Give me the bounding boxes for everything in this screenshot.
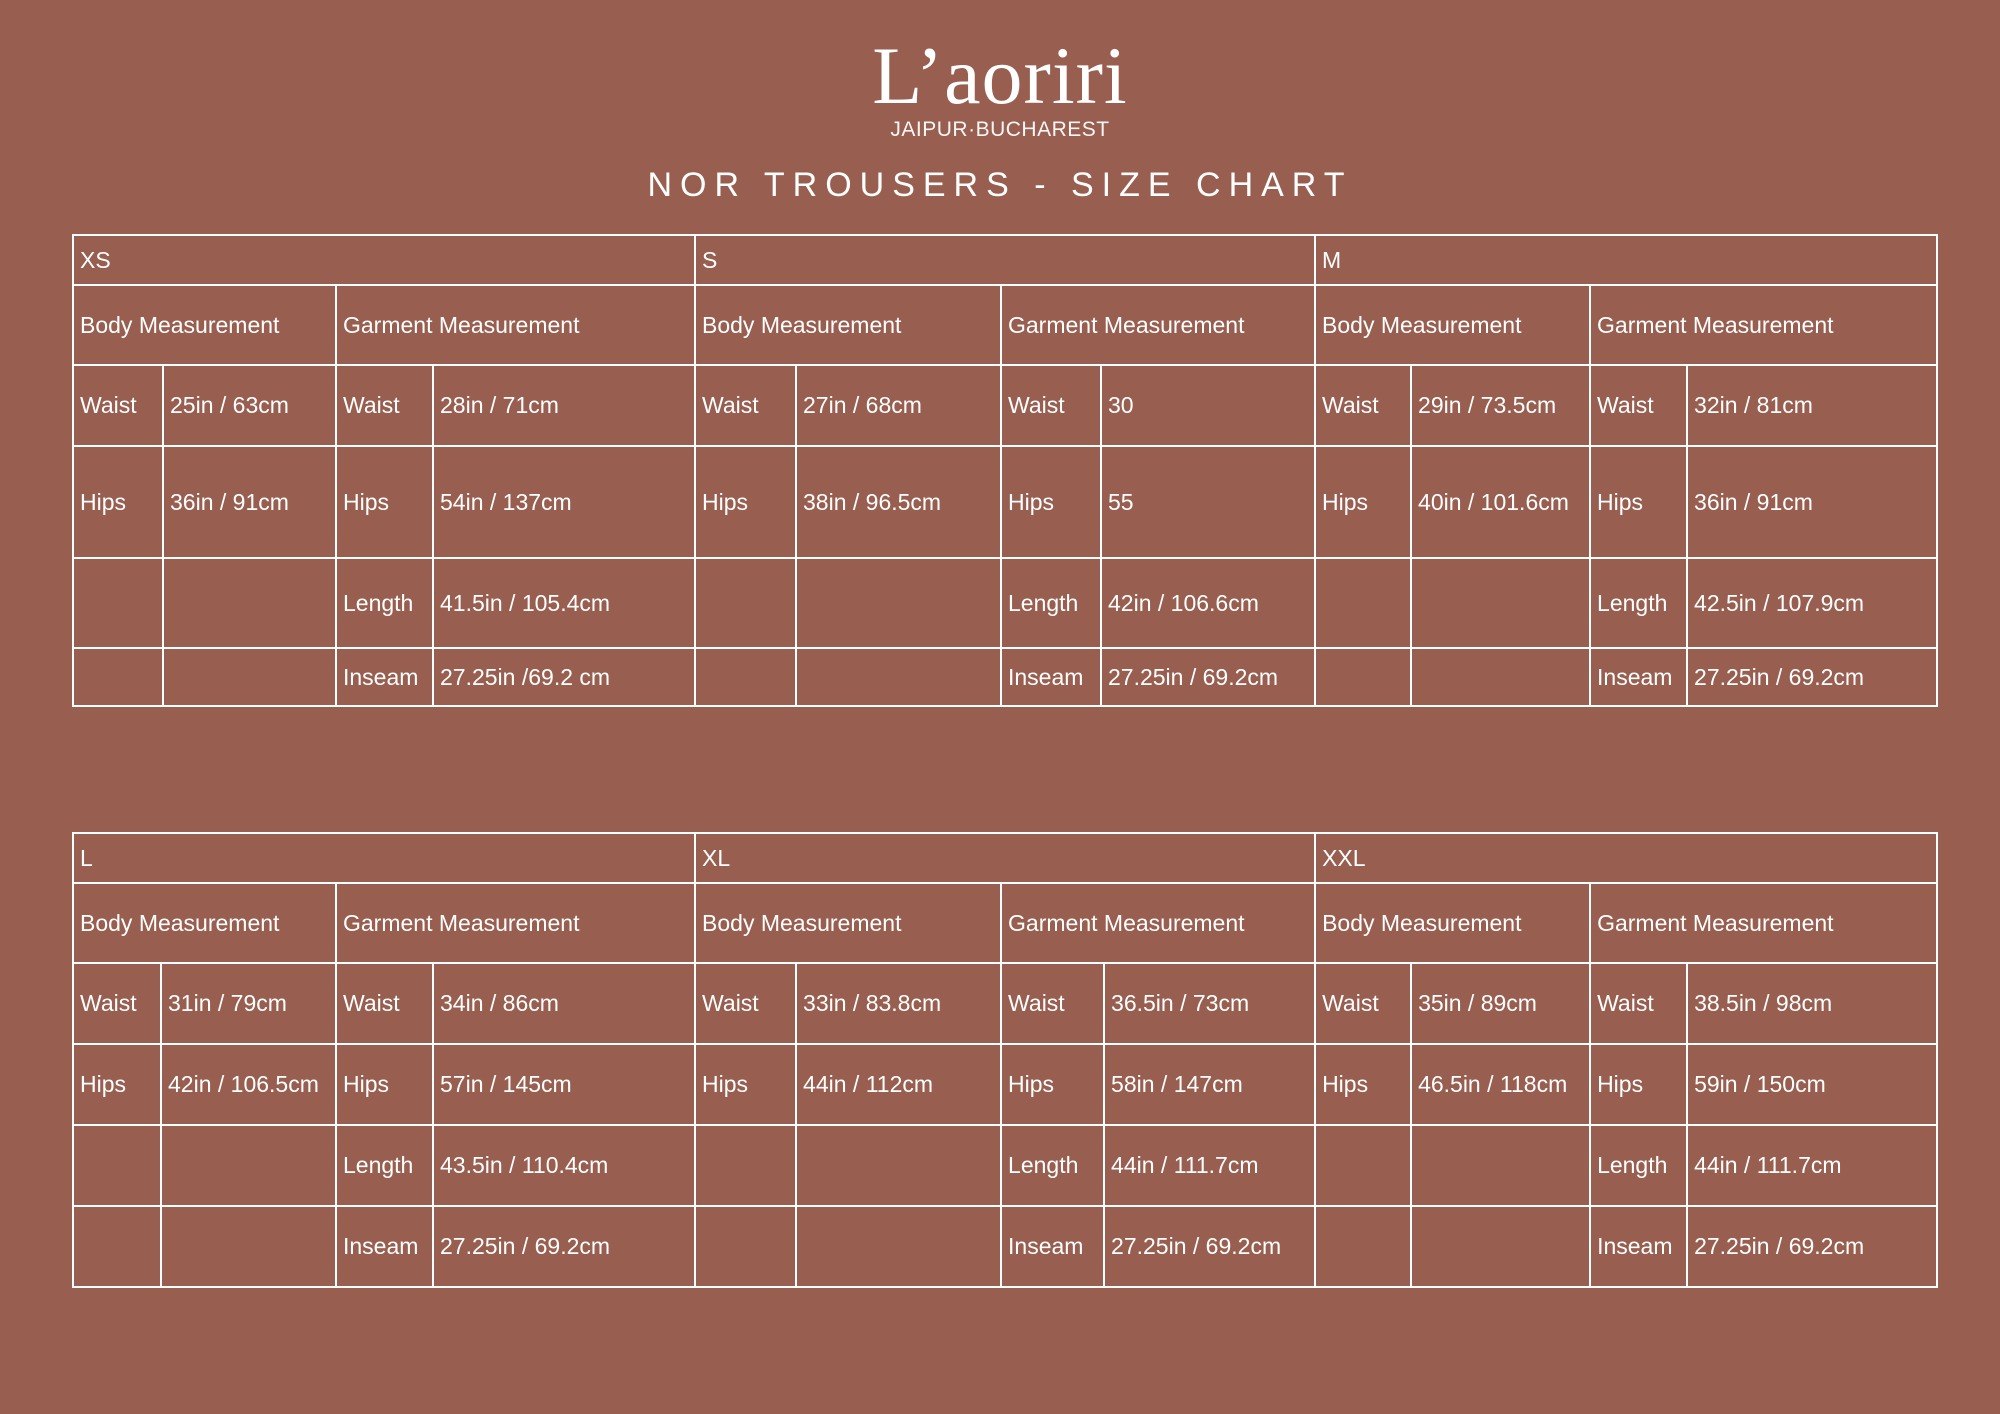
- body-measurement-header: Body Measurement: [1315, 285, 1590, 365]
- empty-cell: [1315, 648, 1411, 706]
- inseam-label: Inseam: [336, 1206, 433, 1287]
- hips-label: Hips: [695, 1044, 796, 1125]
- empty-cell: [796, 558, 1001, 648]
- body-measurement-header: Body Measurement: [695, 883, 1001, 963]
- garment-inseam-value: 27.25in / 69.2cm: [1101, 648, 1315, 706]
- body-measurement-header: Body Measurement: [73, 883, 336, 963]
- hips-row: [73, 1044, 1937, 1125]
- garment-inseam-value: 27.25in / 69.2cm: [1104, 1206, 1315, 1287]
- empty-cell: [161, 1206, 336, 1287]
- waist-label: Waist: [1590, 963, 1687, 1044]
- size-label: S: [695, 235, 1315, 285]
- garment-measurement-header: Garment Measurement: [336, 883, 695, 963]
- length-label: Length: [1590, 558, 1687, 648]
- garment-waist-value: 36.5in / 73cm: [1104, 963, 1315, 1044]
- empty-cell: [796, 1125, 1001, 1206]
- body-measurement-header: Body Measurement: [73, 285, 336, 365]
- size-label: XXL: [1315, 833, 1937, 883]
- waist-row: [73, 365, 1937, 446]
- empty-cell: [695, 1206, 796, 1287]
- garment-measurement-header: Garment Measurement: [336, 285, 695, 365]
- size-label: L: [73, 833, 695, 883]
- hips-label: Hips: [1001, 1044, 1104, 1125]
- waist-label: Waist: [336, 963, 433, 1044]
- empty-cell: [1411, 648, 1590, 706]
- body-measurement-header: Body Measurement: [695, 285, 1001, 365]
- garment-waist-value: 28in / 71cm: [433, 365, 695, 446]
- waist-label: Waist: [1315, 963, 1411, 1044]
- garment-inseam-value: 27.25in / 69.2cm: [433, 1206, 695, 1287]
- garment-measurement-header: Garment Measurement: [1001, 285, 1315, 365]
- length-label: Length: [1001, 558, 1101, 648]
- empty-cell: [73, 1125, 161, 1206]
- length-label: Length: [336, 1125, 433, 1206]
- page-title: NOR TROUSERS - SIZE CHART: [647, 166, 1353, 204]
- inseam-label: Inseam: [1001, 1206, 1104, 1287]
- size-label: XS: [73, 235, 695, 285]
- body-hips-value: 42in / 106.5cm: [161, 1044, 336, 1125]
- hips-row: [73, 446, 1937, 558]
- garment-hips-value: 58in / 147cm: [1104, 1044, 1315, 1125]
- body-hips-value: 46.5in / 118cm: [1411, 1044, 1590, 1125]
- empty-cell: [163, 558, 336, 648]
- garment-length-value: 42in / 106.6cm: [1101, 558, 1315, 648]
- hips-label: Hips: [336, 446, 433, 558]
- garment-waist-value: 34in / 86cm: [433, 963, 695, 1044]
- garment-inseam-value: 27.25in /69.2 cm: [433, 648, 695, 706]
- body-waist-value: 27in / 68cm: [796, 365, 1001, 446]
- empty-cell: [1315, 1206, 1411, 1287]
- garment-measurement-header: Garment Measurement: [1590, 285, 1937, 365]
- body-hips-value: 38in / 96.5cm: [796, 446, 1001, 558]
- body-measurement-header: Body Measurement: [1315, 883, 1590, 963]
- length-label: Length: [1001, 1125, 1104, 1206]
- empty-cell: [695, 1125, 796, 1206]
- empty-cell: [1411, 1125, 1590, 1206]
- garment-length-value: 44in / 111.7cm: [1104, 1125, 1315, 1206]
- garment-length-value: 44in / 111.7cm: [1687, 1125, 1937, 1206]
- size-label: XL: [695, 833, 1315, 883]
- hips-label: Hips: [336, 1044, 433, 1125]
- garment-waist-value: 32in / 81cm: [1687, 365, 1937, 446]
- garment-hips-value: 57in / 145cm: [433, 1044, 695, 1125]
- empty-cell: [73, 648, 163, 706]
- inseam-label: Inseam: [1590, 1206, 1687, 1287]
- brand-logo: [0, 28, 2000, 142]
- empty-cell: [161, 1125, 336, 1206]
- size-label: M: [1315, 235, 1937, 285]
- inseam-label: Inseam: [1590, 648, 1687, 706]
- inseam-row: [73, 1206, 1937, 1287]
- empty-cell: [1315, 558, 1411, 648]
- waist-label: Waist: [695, 365, 796, 446]
- size-table-bottom: [72, 832, 1938, 1288]
- garment-length-value: 43.5in / 110.4cm: [433, 1125, 695, 1206]
- waist-label: Waist: [695, 963, 796, 1044]
- garment-waist-value: 38.5in / 98cm: [1687, 963, 1937, 1044]
- hips-label: Hips: [1001, 446, 1101, 558]
- garment-hips-value: 54in / 137cm: [433, 446, 695, 558]
- empty-cell: [796, 648, 1001, 706]
- garment-inseam-value: 27.25in / 69.2cm: [1687, 648, 1937, 706]
- waist-row: [73, 963, 1937, 1044]
- measurement-header-row: [73, 883, 1937, 963]
- hips-label: Hips: [695, 446, 796, 558]
- empty-cell: [796, 1206, 1001, 1287]
- hips-label: Hips: [73, 446, 163, 558]
- waist-label: Waist: [1590, 365, 1687, 446]
- garment-waist-value: 30: [1101, 365, 1315, 446]
- length-row: [73, 558, 1937, 648]
- empty-cell: [73, 1206, 161, 1287]
- length-row: [73, 1125, 1937, 1206]
- garment-hips-value: 55: [1101, 446, 1315, 558]
- garment-inseam-value: 27.25in / 69.2cm: [1687, 1206, 1937, 1287]
- body-hips-value: 40in / 101.6cm: [1411, 446, 1590, 558]
- empty-cell: [1315, 1125, 1411, 1206]
- waist-label: Waist: [1001, 963, 1104, 1044]
- body-hips-value: 44in / 112cm: [796, 1044, 1001, 1125]
- empty-cell: [163, 648, 336, 706]
- size-row: [73, 833, 1937, 883]
- hips-label: Hips: [1315, 1044, 1411, 1125]
- waist-label: Waist: [73, 365, 163, 446]
- hips-label: Hips: [1315, 446, 1411, 558]
- empty-cell: [73, 558, 163, 648]
- body-waist-value: 25in / 63cm: [163, 365, 336, 446]
- hips-label: Hips: [1590, 1044, 1687, 1125]
- length-label: Length: [1590, 1125, 1687, 1206]
- body-waist-value: 29in / 73.5cm: [1411, 365, 1590, 446]
- inseam-label: Inseam: [336, 648, 433, 706]
- inseam-label: Inseam: [1001, 648, 1101, 706]
- garment-length-value: 41.5in / 105.4cm: [433, 558, 695, 648]
- size-row: [73, 235, 1937, 285]
- garment-hips-value: 36in / 91cm: [1687, 446, 1937, 558]
- waist-label: Waist: [336, 365, 433, 446]
- waist-label: Waist: [1001, 365, 1101, 446]
- waist-label: Waist: [1315, 365, 1411, 446]
- body-waist-value: 33in / 83.8cm: [796, 963, 1001, 1044]
- size-table-top: [72, 234, 1938, 707]
- garment-measurement-header: Garment Measurement: [1001, 883, 1315, 963]
- empty-cell: [1411, 558, 1590, 648]
- hips-label: Hips: [73, 1044, 161, 1125]
- garment-measurement-header: Garment Measurement: [1590, 883, 1937, 963]
- body-waist-value: 31in / 79cm: [161, 963, 336, 1044]
- body-waist-value: 35in / 89cm: [1411, 963, 1590, 1044]
- length-label: Length: [336, 558, 433, 648]
- body-hips-value: 36in / 91cm: [163, 446, 336, 558]
- brand-name: L’aoriri: [872, 30, 1128, 121]
- garment-length-value: 42.5in / 107.9cm: [1687, 558, 1937, 648]
- empty-cell: [695, 648, 796, 706]
- inseam-row: [73, 648, 1937, 706]
- waist-label: Waist: [73, 963, 161, 1044]
- garment-hips-value: 59in / 150cm: [1687, 1044, 1937, 1125]
- measurement-header-row: [73, 285, 1937, 365]
- brand-subtitle: JAIPUR·BUCHAREST: [890, 118, 1110, 141]
- empty-cell: [1411, 1206, 1590, 1287]
- empty-cell: [695, 558, 796, 648]
- hips-label: Hips: [1590, 446, 1687, 558]
